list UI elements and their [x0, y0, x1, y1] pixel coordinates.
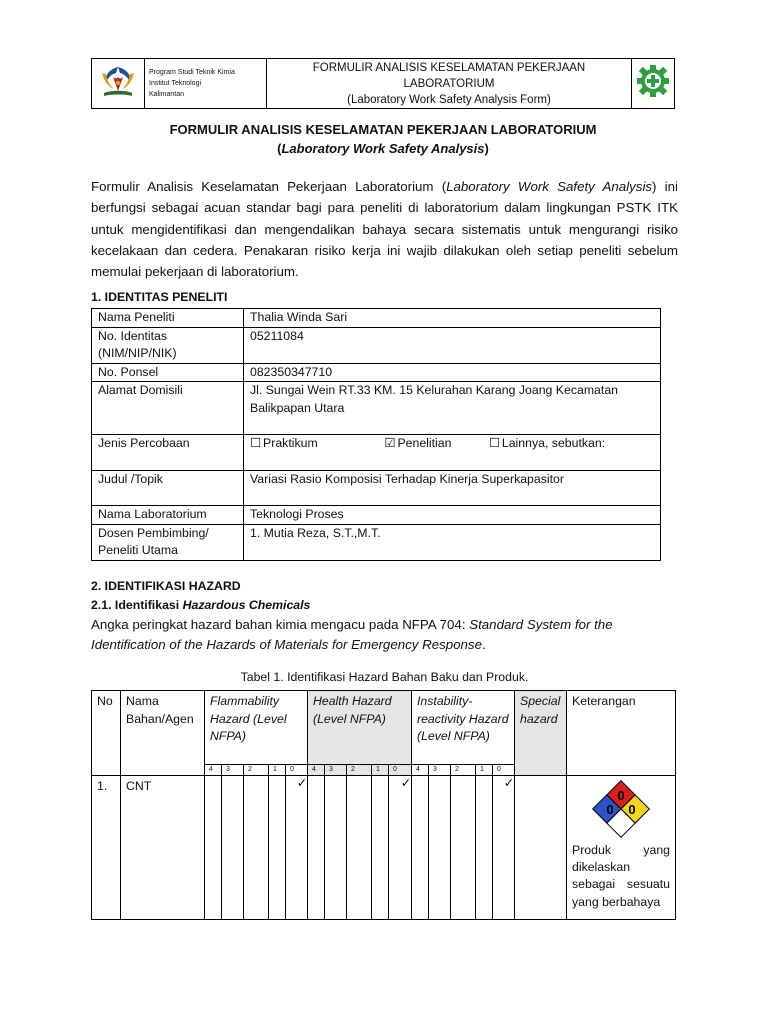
row-value: Teknologi Proses: [244, 506, 661, 525]
table-row: [92, 776, 676, 920]
col-special: [515, 691, 567, 776]
row-label: No. Identitas (NIM/NIP/NIK): [92, 327, 244, 363]
row-no: 1.: [92, 776, 121, 920]
row-name: CNT: [121, 776, 205, 920]
level-cell: 2: [244, 765, 269, 776]
col-keterangan: Keterangan: [567, 691, 676, 776]
level-cell: 4: [412, 765, 429, 776]
row-label: Judul /Topik: [92, 471, 244, 506]
level-cell: 3: [325, 765, 347, 776]
k3-logo-cell: [632, 59, 675, 109]
paren-open: (: [277, 141, 282, 156]
form-subtitle: (Laboratory Work Safety Analysis Form): [347, 93, 551, 106]
flam-1-cell: [269, 776, 286, 920]
subsection-italic: Hazardous Chemicals: [182, 598, 311, 612]
subsection-heading: [91, 598, 310, 612]
flam-4-cell: [205, 776, 222, 920]
nfpa-flammability-number: 0: [617, 788, 625, 803]
level-cell: 3: [429, 765, 451, 776]
level-cell: 0: [389, 765, 412, 776]
level-cell: 1: [372, 765, 389, 776]
health-1-cell: [372, 776, 389, 920]
inst-4-cell: [412, 776, 429, 920]
health-3-cell: [325, 776, 347, 920]
col-flammability: [205, 691, 308, 765]
level-cell: 0: [493, 765, 515, 776]
col-special-label: Special hazard: [520, 694, 561, 726]
intro-text: Formulir Analisis Keselamatan Pekerjaan Laboratorium (: [91, 179, 447, 194]
row-value: 1. Mutia Reza, S.T.,M.T.: [244, 524, 661, 560]
option-label: Lainnya, sebutkan:: [501, 436, 606, 450]
col-instability: [412, 691, 515, 765]
section-heading: 2. IDENTIFIKASI HAZARD: [91, 579, 241, 593]
institution-line: Program Studi Teknik Kimia: [149, 69, 235, 76]
form-title-cell: [267, 59, 632, 109]
instability-check-icon: ✓: [493, 776, 515, 920]
row-label: Jenis Percobaan: [92, 435, 244, 471]
row-value: Jl. Sungai Wein RT.33 KM. 15 Kelurahan Karang Joang Kecamatan Balikpapan Utara: [244, 382, 661, 435]
col-flammability-label: Flammability Hazard (Level NFPA): [210, 694, 287, 743]
paragraph-italic: Standard System for the Identification of the Hazards of Materials for Emergency Response: [91, 617, 613, 652]
option-penelitian[interactable]: [384, 435, 485, 453]
option-label: Praktikum: [263, 436, 318, 450]
intro-italic: Laboratory Work Safety Analysis: [446, 179, 653, 194]
table-row: [92, 309, 661, 328]
paragraph-text: Angka peringkat hazard bahan kimia mengacu pada NFPA 704:: [91, 617, 470, 632]
row-value: 082350347710: [244, 363, 661, 382]
intro-paragraph: [91, 176, 678, 282]
itk-logo-cell: [92, 59, 145, 109]
flam-3-cell: [222, 776, 244, 920]
row-label: Dosen Pembimbing/ Peneliti Utama: [92, 524, 244, 560]
nfpa-instability-number: 0: [628, 802, 636, 817]
flam-2-cell: [244, 776, 269, 920]
institution-line: Kalimantan: [149, 91, 185, 98]
row-label: Alamat Domisili: [92, 382, 244, 435]
flammability-check-icon: ✓: [286, 776, 308, 920]
health-4-cell: [308, 776, 325, 920]
checkbox-unchecked-icon[interactable]: ☐: [488, 436, 500, 450]
subsection-prefix: 2.1. Identifikasi: [91, 598, 183, 612]
form-title: FORMULIR ANALISIS KESELAMATAN PEKERJAAN LABORATORIUM: [312, 61, 586, 90]
level-cell: 4: [308, 765, 325, 776]
option-label: Penelitian: [397, 436, 452, 450]
header-table: [91, 58, 675, 109]
table-row: [92, 524, 661, 560]
row-value: Variasi Rasio Komposisi Terhadap Kinerja Superkapasitor: [244, 471, 661, 506]
col-instability-label: Instability-reactivity Hazard (Level NFPA): [417, 694, 509, 743]
table-row: [92, 435, 661, 471]
subtitle-italic: Laboratory Work Safety Analysis: [281, 141, 485, 156]
table-row: [92, 471, 661, 506]
col-health-label: Health Hazard (Level NFPA): [313, 694, 392, 726]
k3-gear-cross-icon: [636, 64, 670, 98]
nfpa-diamond: [572, 778, 670, 842]
paragraph-end: .: [481, 636, 486, 652]
level-cell: 3: [222, 765, 244, 776]
level-cell: 1: [476, 765, 493, 776]
identity-table: [91, 308, 661, 561]
table-caption: Tabel 1. Identifikasi Hazard Bahan Baku dan Produk.: [240, 670, 529, 684]
level-cell: 2: [451, 765, 476, 776]
checkbox-unchecked-icon[interactable]: ☐: [250, 436, 262, 450]
institution-line: Institut Teknologi: [149, 80, 202, 87]
option-lainnya[interactable]: [489, 435, 605, 453]
row-label: Nama Laboratorium: [92, 506, 244, 525]
section-heading: 1. IDENTITAS PENELITI: [91, 290, 228, 304]
table-row: [92, 363, 661, 382]
level-cell: 2: [347, 765, 372, 776]
keterangan-text: Produk yang dikelaskan sebagai sesuatu yang berbahaya: [572, 843, 670, 909]
row-label: No. Ponsel: [92, 363, 244, 382]
inst-2-cell: [451, 776, 476, 920]
institution-cell: [145, 59, 267, 109]
row-label: Nama Peneliti: [92, 309, 244, 328]
paren-close: ): [484, 141, 489, 156]
keterangan-cell: [567, 776, 676, 920]
nfpa-paragraph: [91, 615, 681, 654]
nfpa-health-number: 0: [606, 802, 614, 817]
level-cell: 4: [205, 765, 222, 776]
table-row: [92, 506, 661, 525]
option-praktikum[interactable]: [250, 435, 381, 453]
document-title: FORMULIR ANALISIS KESELAMATAN PEKERJAAN LABORATORIUM: [169, 122, 597, 137]
table-row: [92, 327, 661, 363]
col-health: [308, 691, 412, 765]
inst-1-cell: [476, 776, 493, 920]
inst-3-cell: [429, 776, 451, 920]
table-header-row: [92, 691, 676, 765]
intro-text-rest: ) ini berfungsi sebagai acuan standar bagi para peneliti di laboratorium dalam lingkungan PSTK ITK untuk mengidentifikasi dan mengendalikan bahaya secara sistematis untuk mengurangi risiko kecelakaan dan cedera. Penakaran risiko kerja ini wajib dilakukan oleh setiap peneliti sebelum memulai pekerjaan di laboratorium.: [91, 179, 678, 280]
health-check-icon: ✓: [389, 776, 412, 920]
col-no: No: [92, 691, 121, 776]
hazard-table: [91, 690, 676, 920]
checkbox-checked-icon[interactable]: ☑: [384, 436, 396, 450]
col-nama: Nama Bahan/Agen: [121, 691, 205, 776]
document-subtitle: [91, 141, 675, 156]
nfpa-diamond-icon: [592, 780, 650, 838]
level-cell: 1: [269, 765, 286, 776]
special-cell: [515, 776, 567, 920]
itk-logo-icon: [96, 59, 140, 103]
level-cell: 0: [286, 765, 308, 776]
health-2-cell: [347, 776, 372, 920]
row-value: Thalia Winda Sari: [244, 309, 661, 328]
table-row: [92, 382, 661, 435]
row-value: 05211084: [244, 327, 661, 363]
experiment-type-options: [244, 435, 661, 471]
